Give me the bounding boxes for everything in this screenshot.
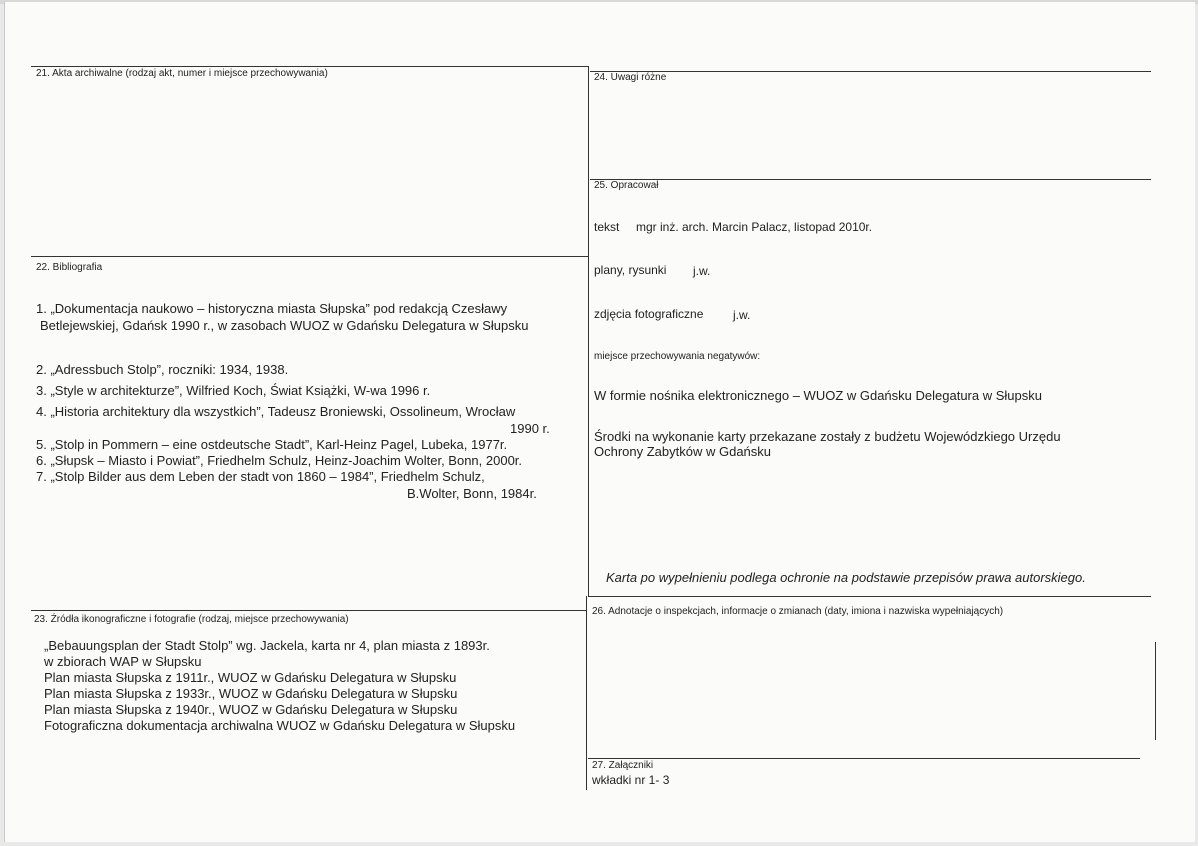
s26-field[interactable] [590,622,1150,756]
s22-item-4a: 4. „Historia architektury dla wszystkich”, Tadeusz Broniewski, Ossolineum, Wrocław [36,404,516,419]
s26-label: 26. Adnotacje o inspekcjach, informacje o zmianach (daty, imiona i nazwiska wypełniających) [592,606,1004,617]
rule-center-lower [586,596,587,790]
s22-item-2: 2. „Adressbuch Stolp”, roczniki: 1934, 1938. [36,362,289,377]
rule-s22-top [31,256,589,257]
s22-item-5: 5. „Stolp in Pommern – eine ostdeutsche Stadt”, Karl-Heinz Pagel, Lubeka, 1977r. [36,437,508,452]
s25-srodki-line1: Środki na wykonanie karty przekazane zostały z budżetu Wojewódzkiego Urzędu [594,429,1061,444]
s24-label: 24. Uwagi różne [594,72,667,83]
s21-field[interactable] [31,82,587,254]
s22-item-1a: 1. „Dokumentacja naukowo – historyczna miasta Słupska” pod redakcją Czesławy [36,301,508,316]
s22-item-7b: B.Wolter, Bonn, 1984r. [407,486,537,501]
s25-miejsce-value: W formie nośnika elektronicznego – WUOZ w Gdańsku Delegatura w Słupsku [594,388,1042,403]
s22-item-4b: 1990 r. [510,421,550,436]
rule-s23-top [31,610,587,611]
s25-srodki-line2: Ochrony Zabytków w Gdańsku [594,444,772,459]
s25-zdjecia-value: j.w. [733,308,751,322]
s24-field[interactable] [590,86,1151,178]
rule-s27-top [588,758,1140,759]
s21-label: 21. Akta archiwalne (rodzaj akt, numer i miejsce przechowywania) [36,68,328,79]
rule-s25-top [590,179,1151,180]
s23-item-5: Plan miasta Słupska z 1940r., WUOZ w Gdańsku Delegatura w Słupsku [44,702,458,717]
s25-plany-value: j.w. [693,264,711,278]
s23-item-4: Plan miasta Słupska z 1933r., WUOZ w Gdańsku Delegatura w Słupsku [44,686,458,701]
s27-value: wkładki nr 1- 3 [592,773,670,787]
s25-miejsce-label: miejsce przechowywania negatywów: [594,351,761,362]
s25-plany-label: plany, rysunki [594,263,667,277]
s25-zdjecia-label: zdjęcia fotograficzne [594,307,704,321]
s22-item-7a: 7. „Stolp Bilder aus dem Leben der stadt von 1860 – 1984”, Friedhelm Schulz, [36,469,485,484]
s23-item-2: w zbiorach WAP w Słupsku [44,654,202,669]
s23-item-3: Plan miasta Słupska z 1911r., WUOZ w Gdańsku Delegatura w Słupsku [44,670,457,685]
rule-s26-top [588,596,1151,597]
s22-label: 22. Bibliografia [36,262,103,273]
s25-label: 25. Opracował [594,180,659,191]
s27-label: 27. Załączniki [592,760,654,771]
s23-item-1: „Bebauungsplan der Stadt Stolp” wg. Jackela, karta nr 4, plan miasta z 1893r. [44,638,490,653]
rule-center-upper [588,66,589,596]
s23-item-6: Fotograficzna dokumentacja archiwalna WUOZ w Gdańsku Delegatura w Słupsku [44,718,516,733]
s25-tekst-label: tekst [594,220,620,234]
s22-item-1b: Betlejewskiej, Gdańsk 1990 r., w zasobach WUOZ w Gdańsku Delegatura w Słupsku [40,318,529,333]
s25-copyright-note: Karta po wypełnieniu podlega ochronie na podstawie przepisów prawa autorskiego. [606,570,1086,585]
rule-s21-top [31,66,589,67]
s25-tekst-value: mgr inż. arch. Marcin Palacz, listopad 2010r. [636,220,873,234]
s22-item-3: 3. „Style w architekturze”, Wilfried Koch, Świat Książki, W-wa 1996 r. [36,383,431,398]
s22-item-6: 6. „Słupsk – Miasto i Powiat”, Friedhelm Schulz, Heinz-Joachim Wolter, Bonn, 2000r. [36,453,523,468]
rule-s24-top [590,71,1151,72]
rule-right-s26 [1155,642,1156,740]
s23-label: 23. Źródła ikonograficzne i fotografie (rodzaj, miejsce przechowywania) [34,614,349,625]
